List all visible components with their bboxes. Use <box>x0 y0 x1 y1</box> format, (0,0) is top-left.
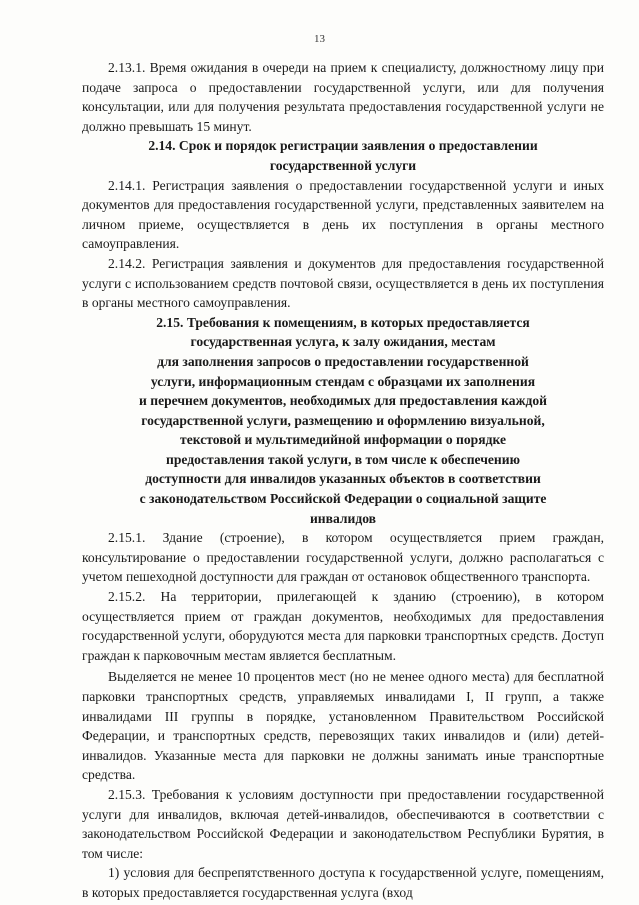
heading-line: государственной услуги, размещению и оформлению визуальной, <box>141 412 545 428</box>
paragraph-2-15-2: 2.15.2. На территории, прилегающей к зданию (строению), в котором осуществляется прием от граждан документов, необходимых для предоставления государственной услуги, оборудуются места для парковки транспортных средств. Доступ граждан к парковочным местам является бесплатным. <box>82 589 604 663</box>
heading-line: 2.14. Срок и порядок регистрации заявления о предоставлении <box>148 138 538 154</box>
paragraph-parking-quota: Выделяется не менее 10 процентов мест (но не менее одного места) для бесплатной парковки транспортных средств, управляемых инвалидами I, II групп, а также инвалидами III группы в порядке, установленном Правительством Российской Федерации, и транспортных средств, перевозящих таких инвалидов и (или) детей-инвалидов. Указанные места для парковки не должны занимать иные транспортные средства. <box>82 669 604 783</box>
paragraph-item-1: 1) условия для беспрепятственного доступа к государственной услуге, помещениям, в которых предоставляется государственная услуга (вход <box>82 865 604 900</box>
heading-2-15 <box>82 313 604 529</box>
paragraph-2-15-1: 2.15.1. Здание (строение), в котором осуществляется прием граждан, консультирование о предоставлении государственной услуги, должно располагаться с учетом пешеходной доступности для граждан от остановок общественного транспорта. <box>82 530 604 585</box>
paragraph-2-13-1: 2.13.1. Время ожидания в очереди на прием к специалисту, должностному лицу при подаче запроса о предоставлении государственной услуги, или для получения консультации, или для получения результата предоставления государственной услуги не должно превышать 15 минут. <box>82 60 604 134</box>
heading-line: государственной услуги <box>269 157 417 173</box>
paragraph-2-14-1: 2.14.1. Регистрация заявления о предоставлении государственной услуги и иных документов для предоставления государственной услуги, представленных заявителем на личном приеме, осуществляется в день их поступления в органы местного самоуправления. <box>82 177 604 252</box>
document-body <box>82 58 604 903</box>
page-number: 13 <box>314 33 325 45</box>
heading-line: услуги, информационным стендам с образцами их заполнения <box>150 373 536 389</box>
heading-line: инвалидов <box>309 510 377 526</box>
heading-line: государственная услуга, к залу ожидания, местам <box>190 334 496 350</box>
heading-line: с законодательством Российской Федерации о социальной защите <box>139 491 547 507</box>
heading-line: 2.15. Требования к помещениям, в которых предоставляется <box>156 314 530 330</box>
heading-line: и перечнем документов, необходимых для предоставления каждой <box>139 393 547 409</box>
paragraph-2-14-2: 2.14.2. Регистрация заявления и документов для предоставления государственной услуги с использованием средств почтовой связи, осуществляется в день их поступления в органы местного самоуправления. <box>82 255 604 311</box>
paragraph-2-15-3: 2.15.3. Требования к условиям доступности при предоставлении государственной услуги для инвалидов, включая детей-инвалидов, обеспечиваются в соответствии с законодательством Российской Федерации и законодательством Республики Бурятия, в том числе: <box>82 786 604 861</box>
heading-line: доступности для инвалидов указанных объектов в соответствии <box>145 471 541 487</box>
heading-2-14 <box>82 136 604 175</box>
heading-line: предоставления такой услуги, в том числе к обеспечению <box>166 451 520 467</box>
heading-line: текстовой и мультимедийной информации о порядке <box>180 432 506 448</box>
heading-line: для заполнения запросов о предоставлении государственной <box>157 353 529 369</box>
